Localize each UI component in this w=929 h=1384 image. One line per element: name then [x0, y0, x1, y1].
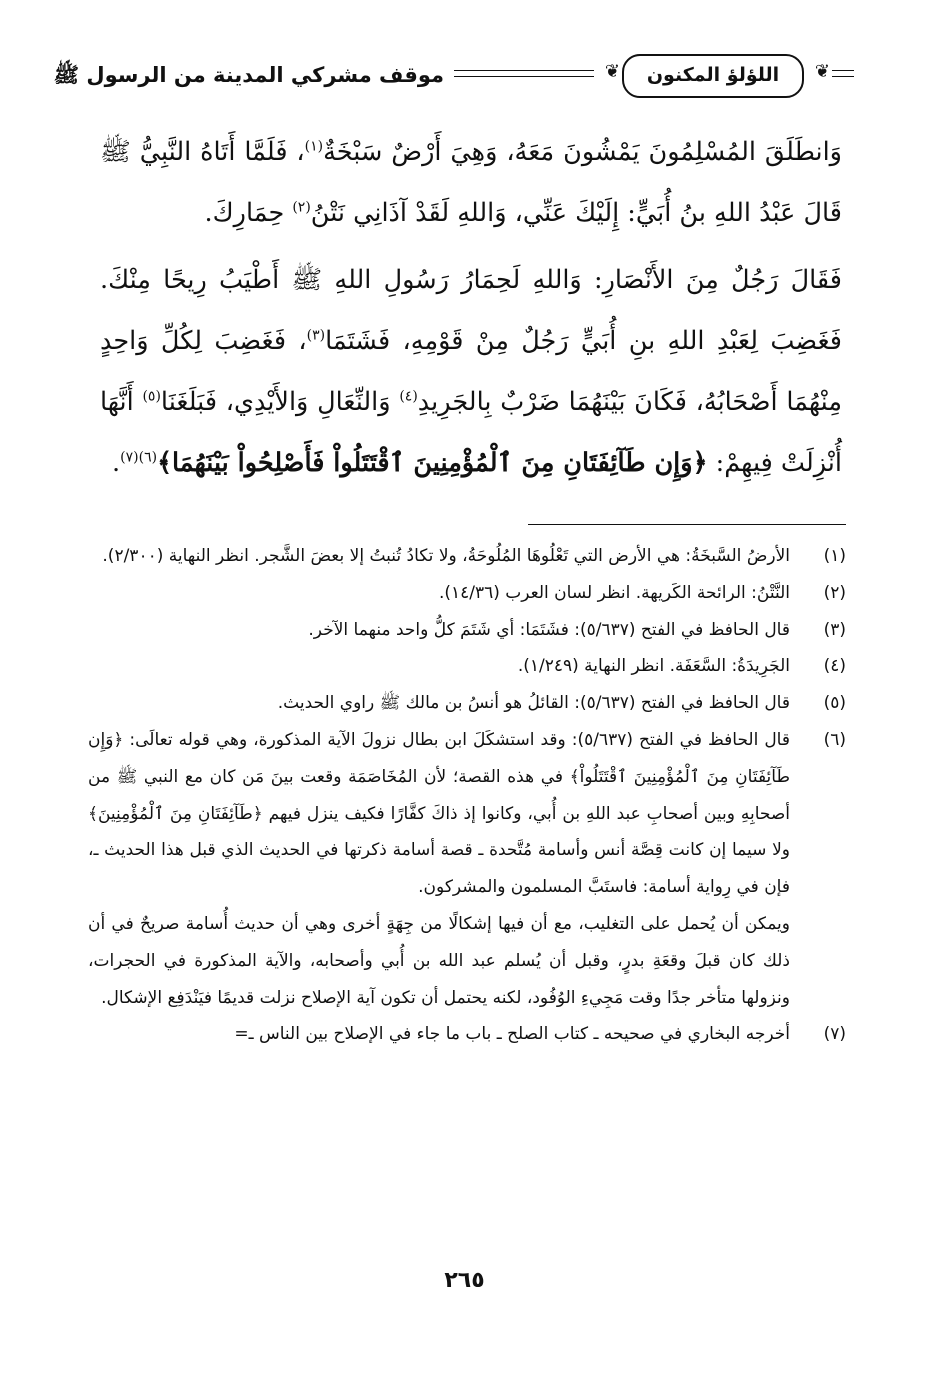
footnote-4 [88, 648, 846, 685]
text-run: أَنَّهَا أُنْزِلَتْ فِيهِمْ: [100, 387, 842, 478]
book-title: اللؤلؤ المكنون [622, 54, 804, 98]
footnote-number: (٧) [823, 1024, 846, 1045]
footnote-text: أخرجه البخاري في صحيحه ـ كتاب الصلح ـ باب ما جاء في الإصلاح بين الناس ـ= [234, 1024, 790, 1045]
footnote-number: (٥) [823, 693, 846, 714]
chapter-title: موقف مشركي المدينة من الرسول ﷺ [53, 63, 444, 87]
footnote-2 [88, 575, 846, 612]
text-run: . [112, 448, 121, 478]
footnote-ref: (٥) [142, 388, 161, 405]
footnote-ref: (٧) [120, 449, 139, 466]
footnote-ref: (١) [304, 138, 324, 155]
footnote-text: الجَرِيدَةُ: السَّعَفَة. انظر النهاية (١/٢٤٩). [517, 656, 790, 677]
footnote-text: الأرضُ السَّبخَةُ: هي الأرض التي تَعْلُوهَا المُلُوحَةُ، ولا تكادُ تُنبتُ إلا بعضَ الشَّجر. انظر النهاية (٢/٣٠٠). [102, 546, 790, 566]
footnote-number: (١) [823, 546, 846, 566]
footnote-7 [88, 1016, 846, 1053]
footnote-1 [88, 538, 846, 575]
paragraph-1 [100, 122, 842, 244]
footnote-number: (٢) [823, 582, 846, 603]
footnote-separator [528, 524, 846, 525]
text-run: وَانطَلَقَ المُسْلِمُونَ يَمْشُونَ مَعَهُ، وَهِيَ أَرْضٌ سَبْخَةٌ [323, 137, 842, 167]
footnote-text: النَّتْنُ: الرائحة الكَريهة. انظر لسان العرب (١٤/٣٦). [438, 582, 790, 603]
ornament-icon: ❦ [814, 61, 830, 82]
paragraph-2 [100, 250, 842, 494]
header-rule-middle [454, 70, 594, 77]
footnote-ref: (٢) [292, 199, 311, 216]
footnote-number: (٣) [823, 619, 846, 640]
page-header [53, 48, 840, 100]
footnote-3 [88, 612, 846, 649]
footnote-text: قال الحافظ في الفتح (٥/٦٣٧): فشَتَمَا: أي شَتَمَ كلُّ واحد منهما الآخر. [308, 619, 790, 640]
header-rule-right [832, 70, 854, 77]
footnotes [88, 538, 846, 1053]
text-run: وَالنِّعَالِ وَالأَيْدِي، فَبَلَغَنَا [160, 387, 400, 417]
footnote-number: (٤) [823, 656, 846, 677]
footnote-text: قال الحافظ في الفتح (٥/٦٣٧): القائلُ هو أنسُ بن مالك ﷺ راوي الحديث. [277, 693, 790, 714]
text-run: حِمَارِكَ. [204, 198, 293, 228]
main-text [100, 122, 842, 494]
text-run: ، فَلَمَّا أَتَاهُ النَّبِيُّ ﷺ قَالَ عَبْدُ اللهِ بنُ أُبَيٍّ: إِلَيْكَ عَنِّي، وَاللهِ لَقَدْ آذَانِي نَتْنُ [100, 137, 842, 228]
page-number: ٢٦٥ [444, 1268, 485, 1293]
ornament-icon: ❦ [604, 61, 620, 82]
footnote-6 [88, 722, 846, 1016]
footnote-text: ويمكن أن يُحمل على التغليب، مع أن فيها إشكالًا من جِهَةٍ أخرى وهي أن حديث أُسامة صريحٌ في أن ذلك كان قبلَ وقعَةِ بدرٍ، وقبل أن يُسلم عبد الله بن أُبي وأصحابه، والآية المذكورة في الحجرات، ونزولها متأخر جدًا وقت مَجِيءِ الوُفُود، لكنه يحتمل أن تكون آية الإصلاح نزلت قديمًا فيَنْدَفِع الإشكال. [88, 913, 790, 1008]
text-run: فَقَالَ رَجُلٌ مِنَ الأَنْصَارِ: وَاللهِ لَحِمَارُ رَسُولِ اللهِ ﷺ أَطْيَبُ رِيحًا مِنْكَ. فَغَضِبَ لِعَبْدِ اللهِ بنِ أُبَيٍّ رَجُلٌ مِنْ قَوْمِهِ، فَشَتَمَا [100, 265, 842, 356]
quran-verse: ﴿وَإِن طَآئِفَتَانِ مِنَ ٱلْمُؤْمِنِينَ ٱقْتَتَلُواْ فَأَصْلِحُواْ بَيْنَهُمَا﴾ [157, 448, 708, 478]
footnote-number: (٦) [823, 729, 846, 750]
text-run: ، فَغَضِبَ لِكُلِّ وَاحِدٍ مِنْهُمَا أَصْحَابُهُ، فَكَانَ بَيْنَهُمَا ضَرْبٌ بِالجَرِيدِ [100, 326, 842, 417]
footnote-ref: (٦) [138, 449, 158, 466]
footnote-ref: (٣) [306, 327, 326, 344]
footnote-ref: (٤) [399, 388, 418, 405]
footnote-5 [88, 685, 846, 722]
footnote-text: قال الحافظ في الفتح (٥/٦٣٧): وقد استشكَلَ ابن بطال نزولَ الآية المذكورة، وهي قوله تعالَى: ﴿وَإِن طَآئِفَتَانِ مِنَ ٱلْمُؤْمِنِينَ ٱقْتَتَلُواْ﴾ في هذه القصة؛ لأن المُخَاصَمَة وقعت بينَ مَن كان مع النبي ﷺ من أصحابِهِ وبين أصحابِ عبد اللهِ بن أُبي، وكانوا إذ ذاكَ كفَّارًا فكيف ينزل فيهم ﴿طَآئِفَتَانِ مِنَ ٱلْمُؤْمِنِينَ﴾ ولا سيما إن كانت قِصَّة أنس وأسامة مُتَّحدة ـ قصة أسامة ذكرتها في الحديث الذي قبل هذا الحديث ـ، فإن في رِواية أسامة: فاستَبَّ المسلمون والمشركون. [88, 729, 790, 898]
